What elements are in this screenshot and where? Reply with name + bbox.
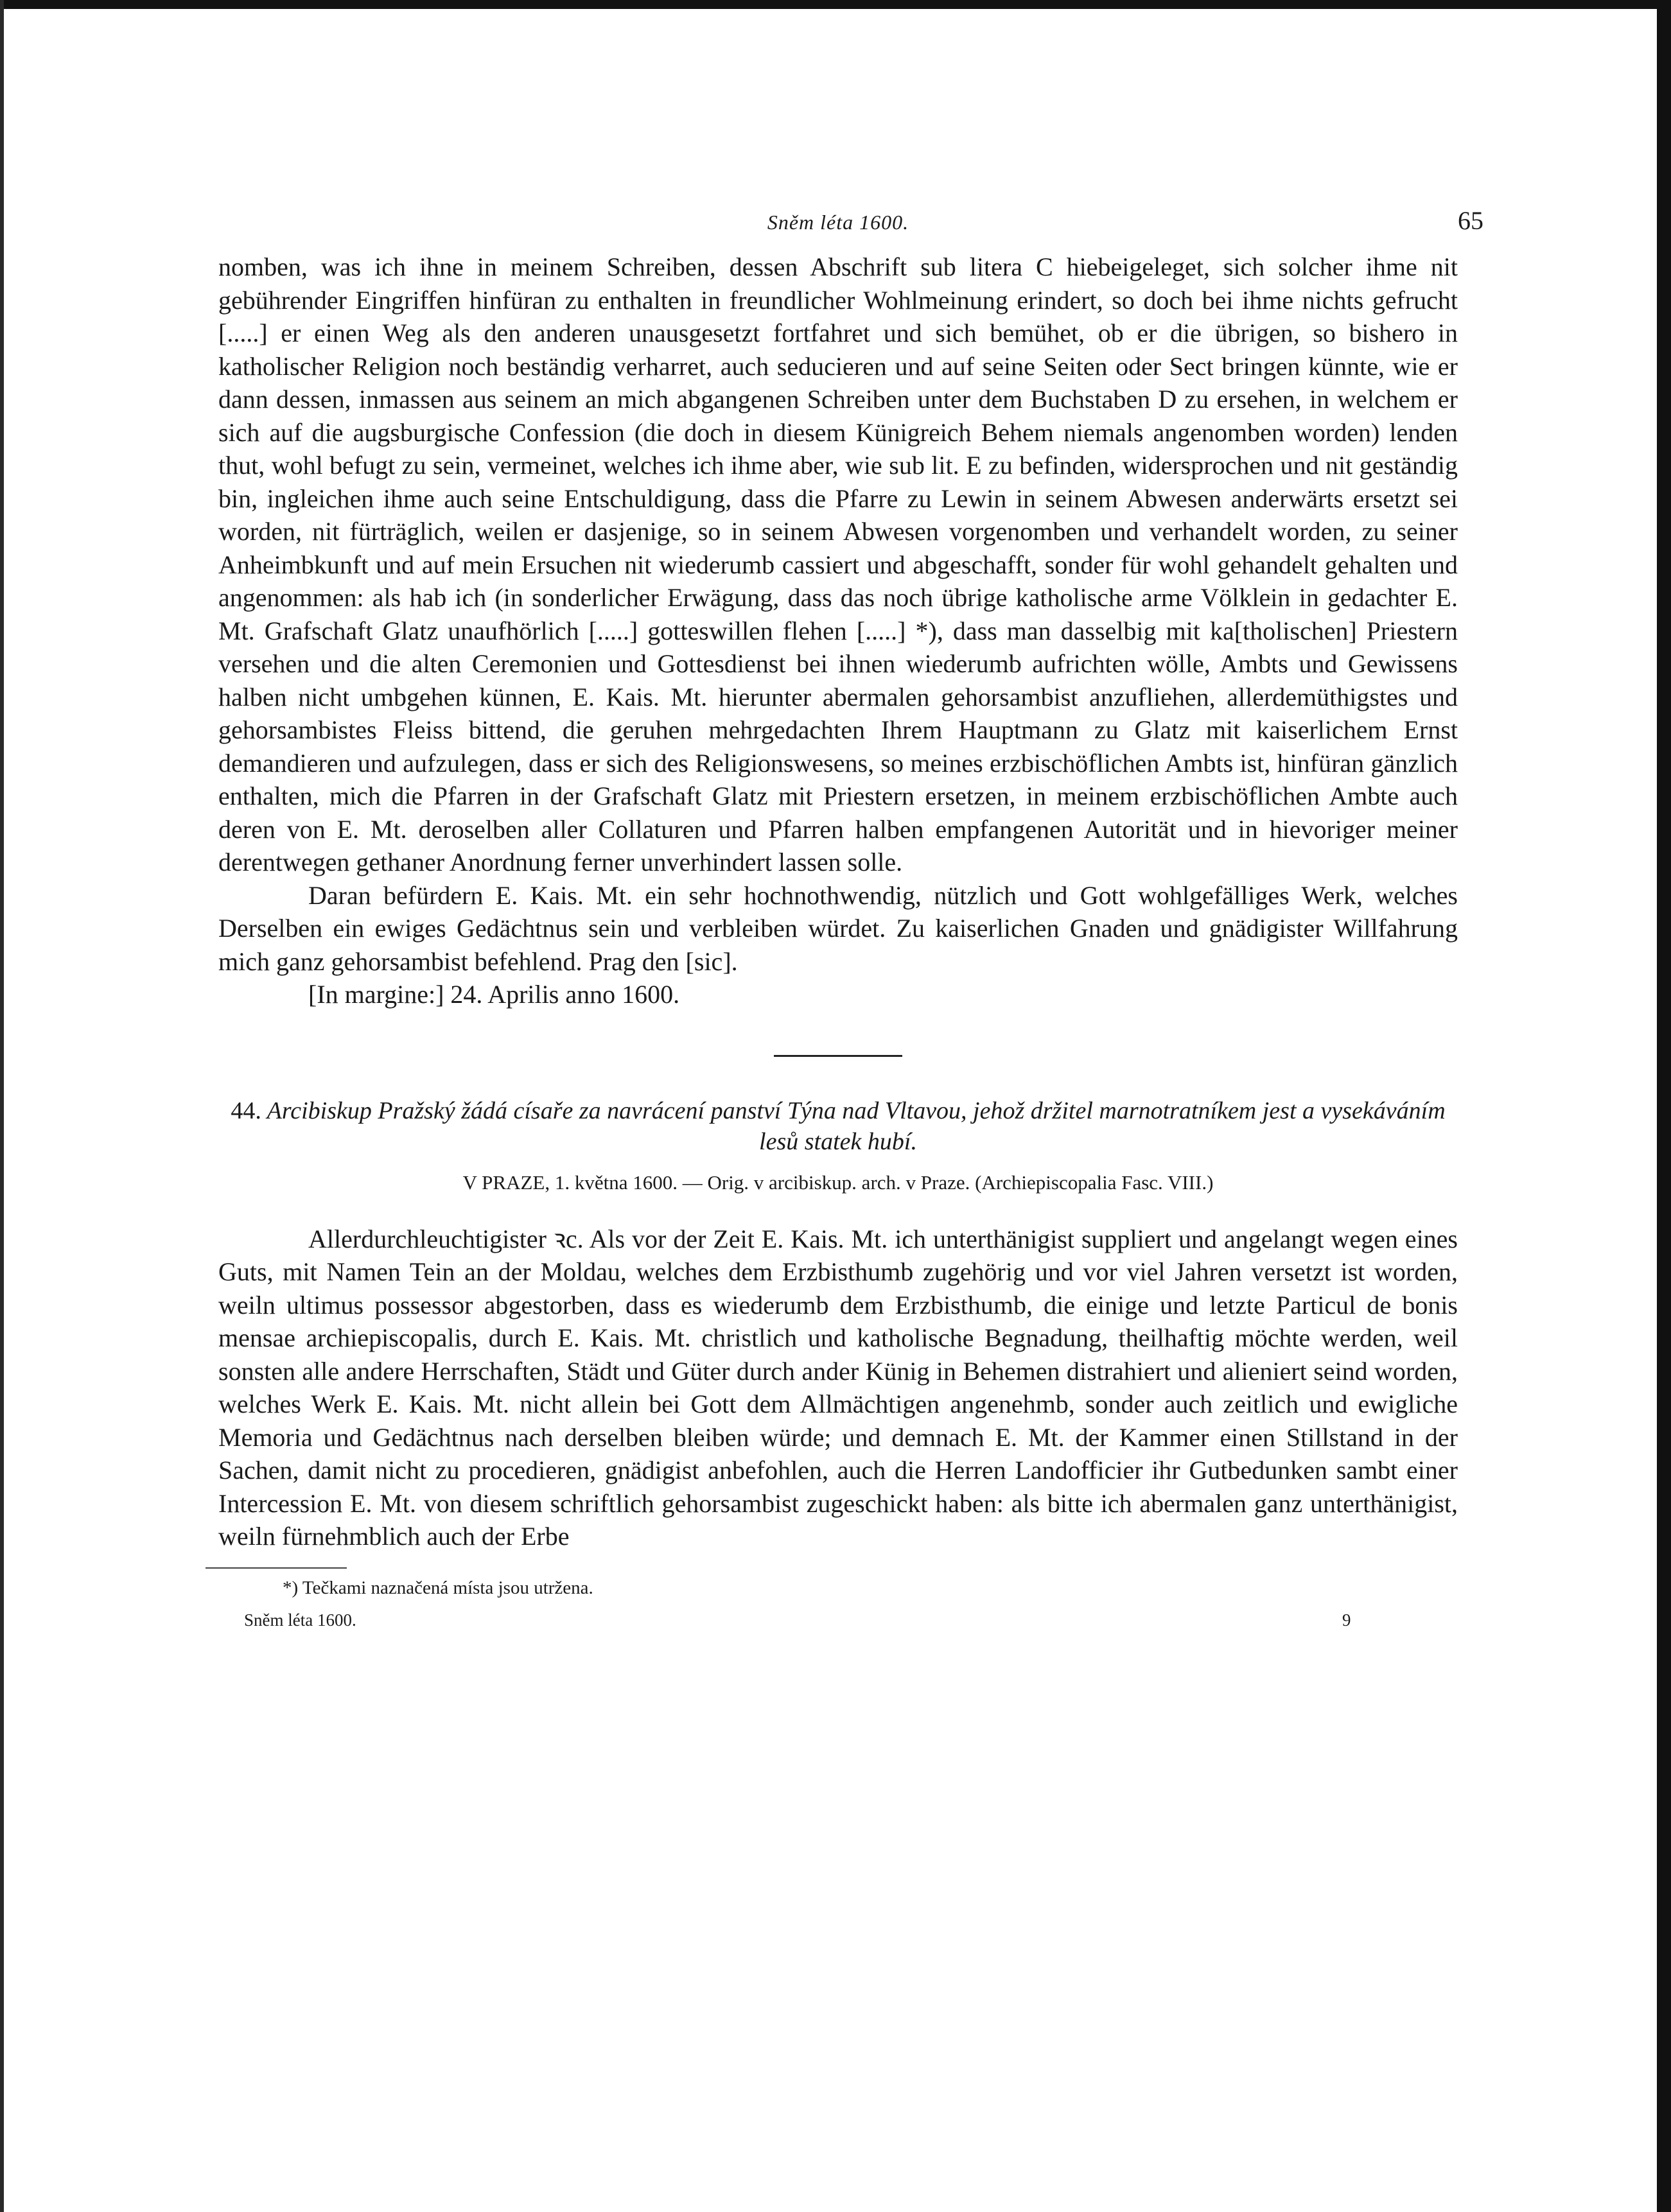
section-number: 44. [231,1097,261,1124]
closing-paragraph: Daran befürdern E. Kais. Mt. ein sehr hochnothwendig, nützlich und Gott wohlgefälliges Werk, welches Derselben ein ewiges Gedächtnus sein und verbleiben würdet. Zu kaiserlichen Gnaden und gnädigister Willfahrung mich ganz gehorsambist befehlend. Prag den [sic]. [218,880,1458,976]
section-divider [774,1055,902,1057]
signature-title: Sněm léta 1600. [244,1610,356,1630]
printer-signature [218,1610,1458,1636]
scan-border-left [0,0,4,2212]
continuation-paragraph: nomben, was ich ihne in meinem Schreiben, dessen Abschrift sub litera C hiebeigeleget, sich solcher ihme nit gebührender Eingriffen hinfüran zu enthalten in freundlicher Wohlmeinung erindert, so doch bei ihme nichts gefrucht [.....] er einen Weg als den anderen unausgesetzt fortfahret und sich bemühet, ob er die übrigen, so bishero in katholischer Religion noch beständig verharret, auch seducieren und auf seine Seiten oder Sect bringen künnte, wie er dann dessen, inmassen aus seinem an mich abgangenen Schreiben unter dem Buchstaben D zu ersehen, in welchem er sich auf die augsburgische Confession (die doch in diesem Künigreich Behem niemals angenomben worden) lenden thut, wohl befugt zu sein, vermeinet, welches ich ihme aber, wie sub lit. E zu befinden, widersprochen und nit geständig bin, ingleichen ihme auch seine Entschuldigung, dass die Pfarre zu Lewin in seinem Abwesen anderwärts ersetzt sei worden, nit fürträglich, weilen er dasjenige, so in seinem Abwesen vorgenomben und verhandelt worden, zu seiner Anheimbkunft und auf mein Ersuchen nit wiederumb cassiert und abgeschafft, sonder für wohl gehandelt gehalten und angenommen: als hab ich (in sonderlicher Erwägung, dass das noch übrige katholische arme Völklein in gedachter E. Mt. Grafschaft Glatz unaufhörlich [.....] gotteswillen flehen [.....] *), dass man dasselbig mit ka[tholischen] Priestern versehen und die alten Ceremonien und Gottesdienst bei ihnen wiederumb aufrichten wölle, Ambts und Gewissens halben nicht umbgehen künnen, E. Kais. Mt. hierunter abermalen gehorsambist anzufliehen, allerdemüthigstes und gehorsambistes Fleiss bittend, die geruhen mehrgedachten Ihrem Hauptmann zu Glatz mit kaiserlichem Ernst demandieren und aufzulegen, dass er sich des Religionswesens, so meines erzbischöflichen Ambts ist, hinfüran gänzlich enthalten, mich die Pfarren in der Grafschaft Glatz mit Priestern ersetzen, in meinem erzbischöflichen Ambte auch deren von E. Mt. deroselben aller Collaturen und Pfarren halben empfangenen Autorität und in hievoriger meiner derentwegen gethaner Anordnung ferner unverhindert lassen solle. [218,252,1458,876]
scan-border-top [0,0,1671,9]
signature-number: 9 [1342,1610,1351,1630]
section-heading [218,1095,1458,1157]
footnote: *) Tečkami naznačená místa jsou utržena. [283,1577,593,1598]
margin-note: [In margine:] 24. Aprilis anno 1600. [308,980,680,1009]
running-head [218,205,1483,250]
section-title: Arcibiskup Pražský žádá císaře za navrácení panství Týna nad Vltavou, jehož držitel marnotratníkem jest a vysekáváním lesů statek hubí. [267,1097,1446,1155]
page-body [218,205,1483,1636]
scan-border-right [1657,0,1671,2212]
footnote-divider [206,1567,347,1569]
running-title: Sněm léta 1600. [767,211,909,234]
letter-paragraph: Allerdurchleuchtigister ꝛc. Als vor der Zeit E. Kais. Mt. ich unterthänigist suppliert und angelangt wegen eines Guts, mit Namen Tein an der Moldau, welches dem Erzbisthumb zugehörig und vor viel Jahren versetzt ist worden, weiln ultimus possessor abgestorben, dass es wiederumb dem Erzbisthumb, die einige und letzte Particul de bonis mensae archiepiscopalis, durch E. Kais. Mt. christlich und katholische Begnadung, theilhaftig möchte werden, weil sonsten alle andere Herrschaften, Städt und Güter durch ander Künig in Behemen distrahiert und alieniert seind worden, welches Werk E. Kais. Mt. nicht allein bei Gott dem Allmächtigen angenehmb, sonder auch zeitlich und ewigliche Memoria und Gedächtnus nach derselben bleiben würde; und demnach E. Mt. der Kammer einen Stillstand in der Sachen, damit nicht zu procedieren, gnädigist anbefohlen, auch die Herren Landofficier ihr Gutbedunken sambt einer Intercession E. Mt. von diesem schriftlich gehorsambist zugeschickt haben: als bitte ich abermalen ganz unterthänigist, weiln fürnehmblich auch der Erbe [218,1224,1458,1551]
page-number: 65 [1458,206,1483,235]
source-line: V PRAZE, 1. května 1600. — Orig. v arcibiskup. arch. v Praze. (Archiepiscopalia Fasc. VIII.) [462,1171,1214,1194]
